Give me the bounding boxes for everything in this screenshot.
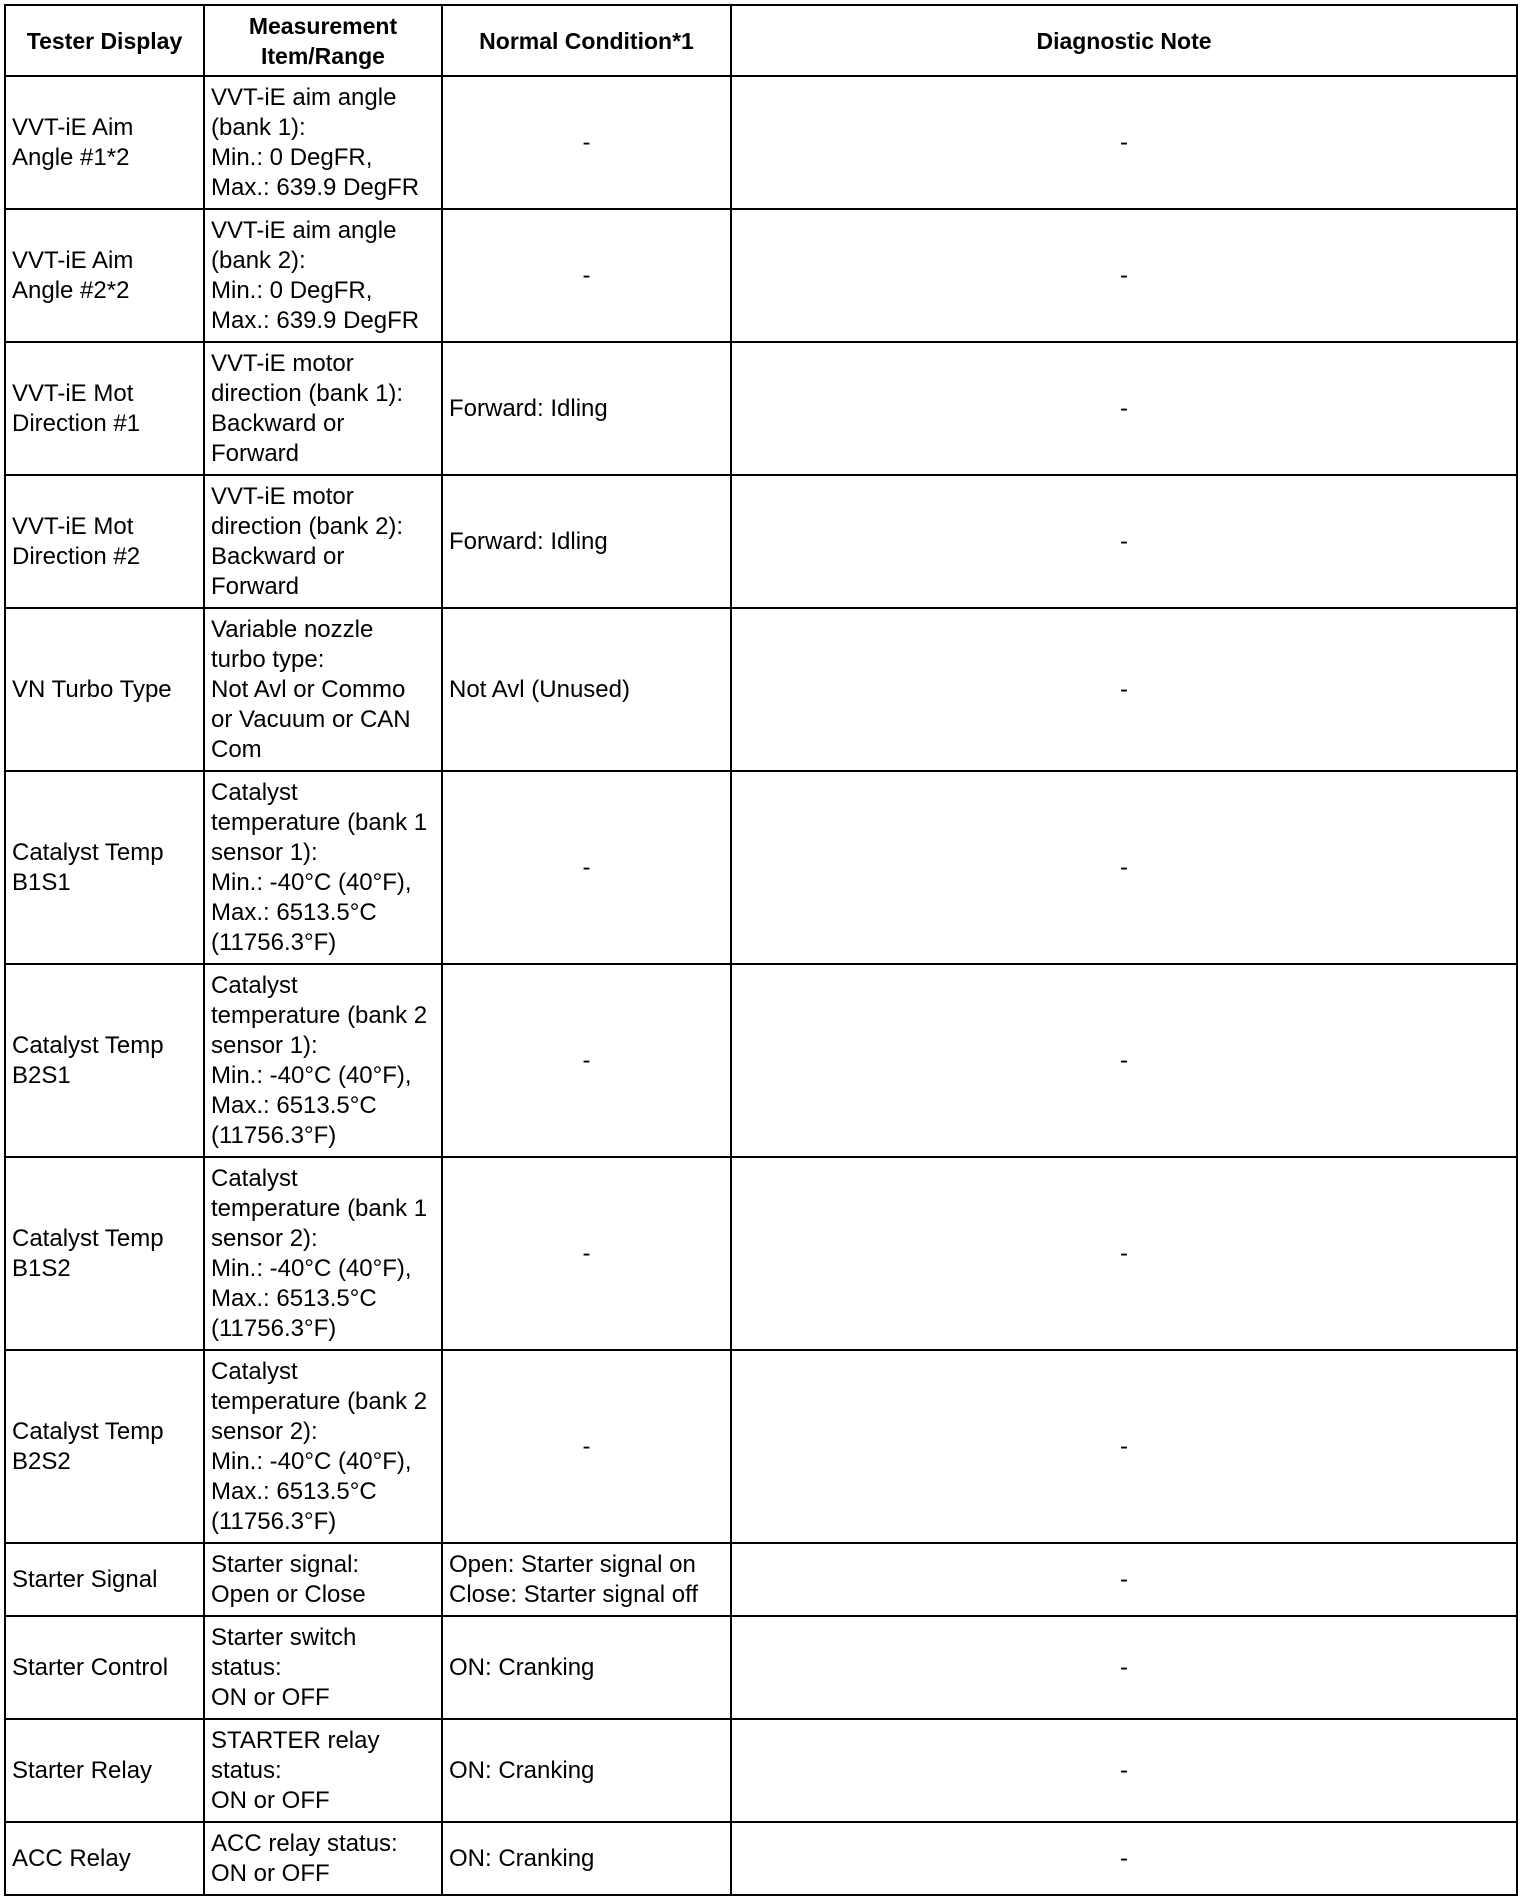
- measurement-cell: Catalyst temperature (bank 2 sensor 1): Min.: -40°C (40°F), Max.: 6513.5°C (11756.3°F): [204, 964, 442, 1157]
- measurement-cell: VVT-iE aim angle (bank 1): Min.: 0 DegFR, Max.: 639.9 DegFR: [204, 76, 442, 209]
- header-measurement-item-range: Measurement Item/Range: [204, 5, 442, 76]
- measurement-cell: Catalyst temperature (bank 1 sensor 2): Min.: -40°C (40°F), Max.: 6513.5°C (11756.3°F): [204, 1157, 442, 1350]
- table-row: [5, 608, 1517, 771]
- measurement-cell: STARTER relay status: ON or OFF: [204, 1719, 442, 1822]
- tester-display-cell: Catalyst Temp B1S1: [5, 771, 204, 964]
- diagnostic-note-cell: -: [731, 209, 1517, 342]
- diagnostic-note-cell: -: [731, 76, 1517, 209]
- normal-condition-cell: -: [442, 771, 731, 964]
- measurement-cell: VVT-iE motor direction (bank 1): Backward or Forward: [204, 342, 442, 475]
- diagnostic-note-cell: -: [731, 1822, 1517, 1895]
- table-row: [5, 76, 1517, 209]
- normal-condition-cell: -: [442, 1157, 731, 1350]
- normal-condition-cell: Not Avl (Unused): [442, 608, 731, 771]
- data-list-table: [4, 4, 1518, 1896]
- normal-condition-cell: ON: Cranking: [442, 1719, 731, 1822]
- diagnostic-note-cell: -: [731, 608, 1517, 771]
- header-diagnostic-note: Diagnostic Note: [731, 5, 1517, 76]
- diagnostic-note-cell: -: [731, 342, 1517, 475]
- tester-display-cell: VN Turbo Type: [5, 608, 204, 771]
- measurement-cell: VVT-iE aim angle (bank 2): Min.: 0 DegFR, Max.: 639.9 DegFR: [204, 209, 442, 342]
- normal-condition-cell: Forward: Idling: [442, 342, 731, 475]
- diagnostic-note-cell: -: [731, 964, 1517, 1157]
- table-row: [5, 1719, 1517, 1822]
- tester-display-cell: Catalyst Temp B2S1: [5, 964, 204, 1157]
- diagnostic-note-cell: -: [731, 1350, 1517, 1543]
- data-list-sheet: [4, 4, 1516, 1896]
- tester-display-cell: VVT-iE Aim Angle #1*2: [5, 76, 204, 209]
- normal-condition-cell: Forward: Idling: [442, 475, 731, 608]
- table-row: [5, 209, 1517, 342]
- diagnostic-note-cell: -: [731, 1157, 1517, 1350]
- measurement-cell: ACC relay status: ON or OFF: [204, 1822, 442, 1895]
- tester-display-cell: Catalyst Temp B1S2: [5, 1157, 204, 1350]
- measurement-cell: Catalyst temperature (bank 2 sensor 2): Min.: -40°C (40°F), Max.: 6513.5°C (11756.3°F): [204, 1350, 442, 1543]
- table-row: [5, 1543, 1517, 1616]
- table-row: [5, 342, 1517, 475]
- normal-condition-cell: ON: Cranking: [442, 1822, 731, 1895]
- normal-condition-cell: -: [442, 964, 731, 1157]
- measurement-cell: Starter signal: Open or Close: [204, 1543, 442, 1616]
- tester-display-cell: VVT-iE Mot Direction #2: [5, 475, 204, 608]
- tester-display-cell: ACC Relay: [5, 1822, 204, 1895]
- table-row: [5, 1822, 1517, 1895]
- tester-display-cell: Starter Relay: [5, 1719, 204, 1822]
- measurement-cell: VVT-iE motor direction (bank 2): Backward or Forward: [204, 475, 442, 608]
- diagnostic-note-cell: -: [731, 1719, 1517, 1822]
- header-row: [5, 5, 1517, 76]
- table-row: [5, 1350, 1517, 1543]
- measurement-cell: Variable nozzle turbo type: Not Avl or Commo or Vacuum or CAN Com: [204, 608, 442, 771]
- diagnostic-note-cell: -: [731, 475, 1517, 608]
- table-row: [5, 1616, 1517, 1719]
- tester-display-cell: Starter Control: [5, 1616, 204, 1719]
- header-normal-condition: Normal Condition*1: [442, 5, 731, 76]
- table-row: [5, 1157, 1517, 1350]
- normal-condition-cell: Open: Starter signal on Close: Starter signal off: [442, 1543, 731, 1616]
- normal-condition-cell: -: [442, 1350, 731, 1543]
- measurement-cell: Starter switch status: ON or OFF: [204, 1616, 442, 1719]
- tester-display-cell: VVT-iE Mot Direction #1: [5, 342, 204, 475]
- normal-condition-cell: -: [442, 76, 731, 209]
- measurement-cell: Catalyst temperature (bank 1 sensor 1): Min.: -40°C (40°F), Max.: 6513.5°C (11756.3°F): [204, 771, 442, 964]
- header-tester-display: Tester Display: [5, 5, 204, 76]
- diagnostic-note-cell: -: [731, 771, 1517, 964]
- normal-condition-cell: -: [442, 209, 731, 342]
- diagnostic-note-cell: -: [731, 1616, 1517, 1719]
- table-row: [5, 475, 1517, 608]
- diagnostic-note-cell: -: [731, 1543, 1517, 1616]
- table-row: [5, 964, 1517, 1157]
- tester-display-cell: Starter Signal: [5, 1543, 204, 1616]
- tester-display-cell: Catalyst Temp B2S2: [5, 1350, 204, 1543]
- normal-condition-cell: ON: Cranking: [442, 1616, 731, 1719]
- tester-display-cell: VVT-iE Aim Angle #2*2: [5, 209, 204, 342]
- table-row: [5, 771, 1517, 964]
